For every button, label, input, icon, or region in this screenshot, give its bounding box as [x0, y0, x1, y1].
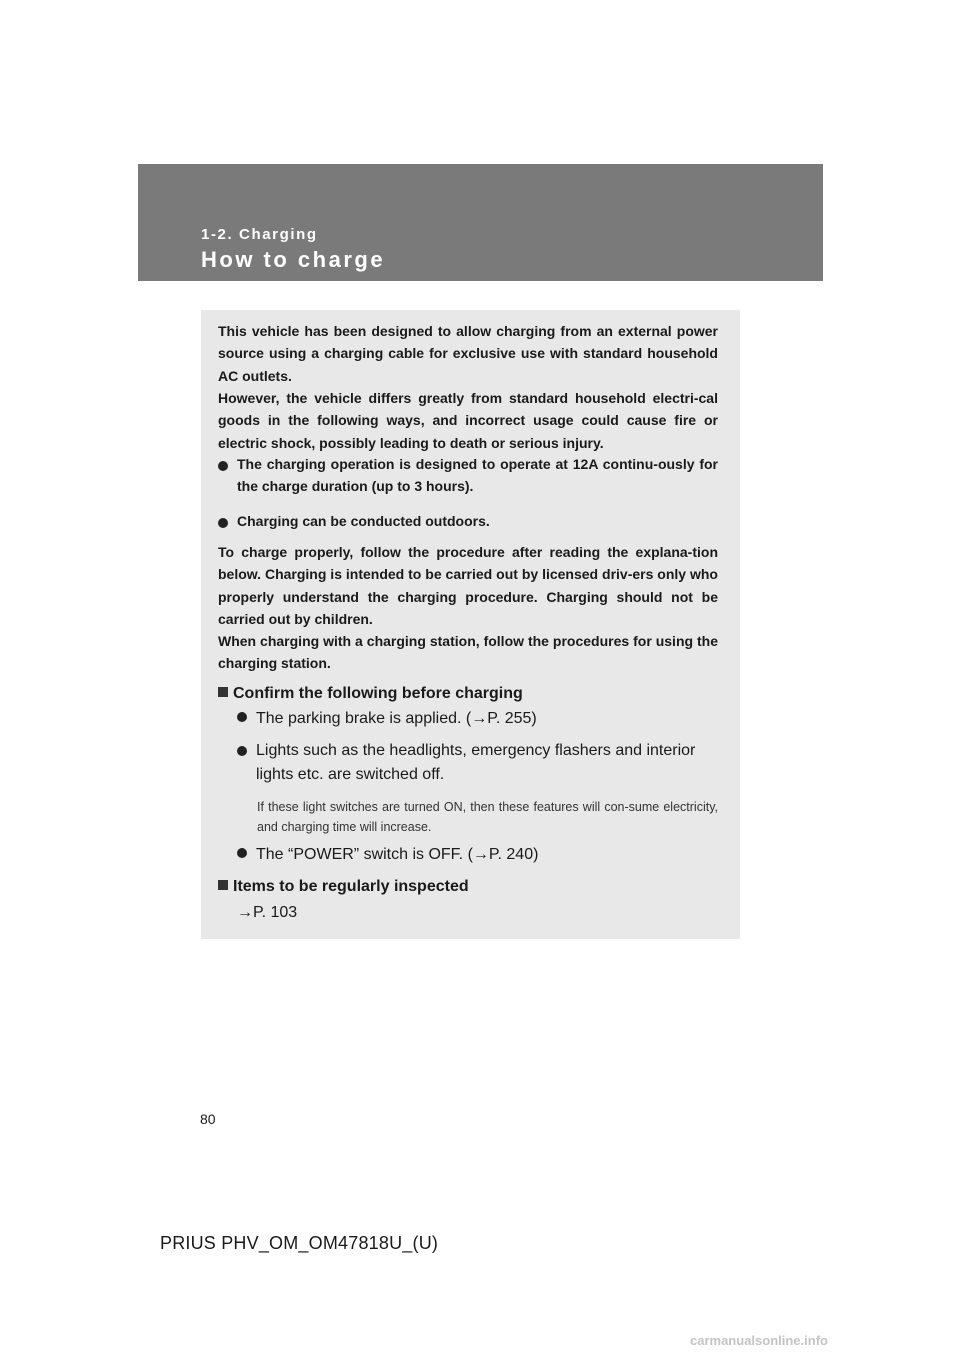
intro-bullet-1-marker: [218, 459, 237, 475]
section-label: 1-2. Charging: [201, 226, 318, 243]
intro-bullet-2-marker: [218, 516, 237, 532]
confirm-item-3: [237, 846, 538, 864]
intro-paragraph-2: However, the vehicle differs greatly from standard household electri-cal goods in the following ways, and incorrect usage could cause fire or electric shock, possibly leading to death or serious injury.: [218, 390, 718, 451]
inspect-reference[interactable]: →P. 103: [237, 904, 298, 921]
intro-bullet-2: Charging can be conducted outdoors.: [237, 513, 490, 529]
square-bullet-icon: [218, 880, 228, 890]
page-number: 80: [200, 1111, 216, 1127]
confirm-heading-text: Confirm the following before charging: [233, 685, 523, 702]
intro-paragraph-3: To charge properly, follow the procedure after reading the explana-tion below. Charging is intended to be carried out by licensed driv-ers only who properly understand the charging procedure. Charging should not be carried out by children.: [218, 544, 718, 627]
intro-bullet-1: The charging operation is designed to operate at 12A continu-ously for the charge duration (up to 3 hours).: [237, 456, 718, 495]
intro-paragraph-1: This vehicle has been designed to allow charging from an external power source using a charging cable for exclusive use with standard household AC outlets.: [218, 323, 718, 384]
bullet-dot-icon: [237, 848, 247, 858]
bullet-dot-icon: [237, 712, 247, 722]
bullet-dot-icon: [237, 746, 247, 756]
confirm-item-3-text: The “POWER” switch is OFF. (→P. 240): [256, 846, 539, 863]
inspect-heading-text: Items to be regularly inspected: [233, 878, 469, 895]
page-title: How to charge: [201, 247, 386, 272]
confirm-item-2: Lights such as the headlights, emergency flashers and interior lights etc. are switched off.: [256, 742, 696, 783]
confirm-item-2-marker: [237, 744, 256, 762]
confirm-heading: [218, 685, 523, 703]
bullet-dot-icon: [218, 518, 228, 528]
confirm-item-1: [237, 710, 537, 728]
inspect-heading: [218, 878, 469, 896]
section-header-band: [138, 164, 823, 281]
content-box: [201, 310, 740, 939]
square-bullet-icon: [218, 687, 228, 697]
intro-paragraph-4: When charging with a charging station, follow the procedures for using the charging station.: [218, 633, 718, 672]
watermark: carmanualsonline.info: [690, 1333, 828, 1348]
bullet-dot-icon: [218, 461, 228, 471]
confirm-note: If these light switches are turned ON, then these features will con-sume electricity, and charging time will increase.: [257, 800, 718, 834]
confirm-item-1-text: The parking brake is applied. (→P. 255): [256, 710, 537, 727]
document-id: PRIUS PHV_OM_OM47818U_(U): [160, 1233, 439, 1253]
